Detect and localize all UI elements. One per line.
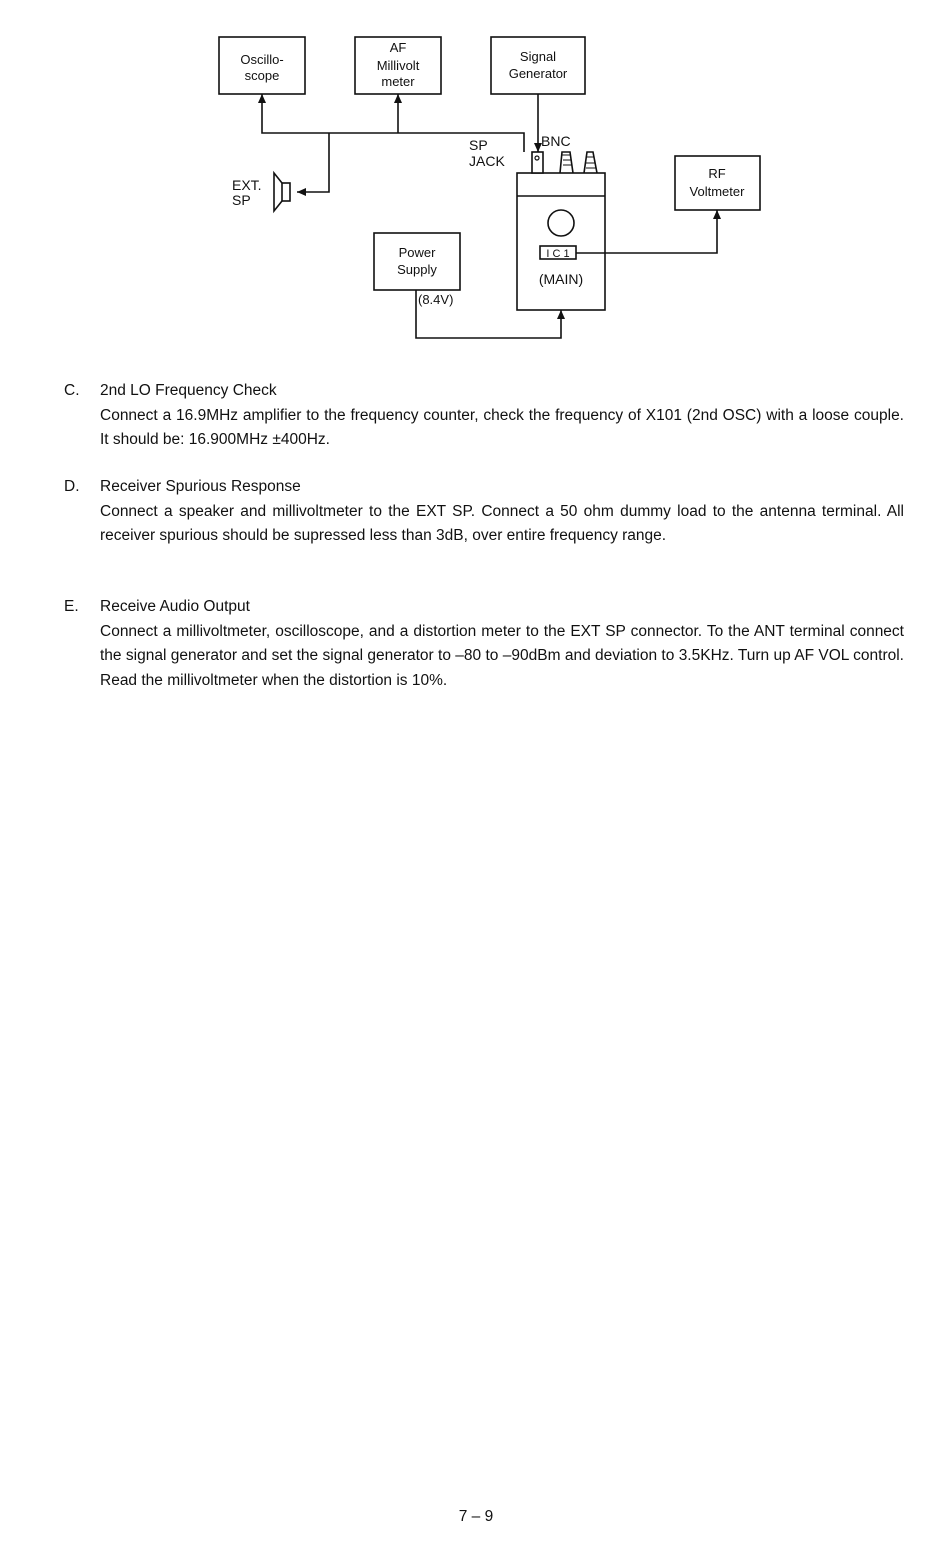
knob-circle	[548, 210, 574, 236]
bnc-label: BNC	[541, 133, 571, 149]
section-letter: E.	[64, 598, 79, 615]
sp-jack-connector	[532, 152, 543, 173]
section-body: Connect a 16.9MHz amplifier to the frequency counter, check the frequency of X101 (2nd OSC) with a loose couple. It should be: 16.900MHz ±400Hz.	[100, 406, 904, 448]
ic1-label: I C 1	[546, 248, 570, 260]
oscilloscope-label-1: Oscillo-	[240, 52, 284, 67]
section-d	[64, 475, 904, 549]
power-supply-label-2: Supply	[397, 262, 437, 277]
rf-voltmeter-label-1: RF	[708, 166, 726, 181]
main-unit	[517, 152, 605, 310]
af-meter-label-1: AF	[389, 40, 407, 55]
page-number: 7 – 9	[458, 1508, 494, 1525]
test-setup-diagram	[0, 0, 952, 360]
jack-label: JACK	[469, 153, 505, 169]
external-speaker-icon	[274, 173, 290, 211]
ext-label: EXT.	[232, 177, 262, 193]
section-title: Receive Audio Output	[100, 598, 250, 615]
signal-generator-label-2: Generator	[508, 66, 568, 81]
ext-sp-label: SP	[232, 192, 251, 208]
sp-label: SP	[469, 137, 488, 153]
signal-generator-box	[491, 37, 585, 94]
rf-voltmeter-box	[675, 156, 760, 210]
section-body: Connect a millivoltmeter, oscilloscope, and a distortion meter to the EXT SP connector. To the ANT terminal connect the signal generator and set the signal generator to –80 to –90dBm and deviation to 3.5KHz. Turn up AF VOL control. Read the millivoltmeter when the distortion is 10%.	[100, 622, 904, 689]
oscilloscope-label-2: scope	[244, 68, 280, 83]
oscilloscope-box	[219, 37, 305, 94]
section-letter: C.	[64, 382, 80, 399]
wiring	[258, 94, 721, 338]
section-title: 2nd LO Frequency Check	[100, 382, 277, 399]
af-meter-label-2: Millivolt	[376, 58, 420, 73]
af-millivolt-meter-box	[355, 37, 441, 94]
section-letter: D.	[64, 478, 80, 495]
rf-voltmeter-label-2: Voltmeter	[689, 184, 745, 199]
power-supply-label-1: Power	[398, 245, 436, 260]
section-e	[64, 595, 904, 693]
af-meter-label-3: meter	[381, 74, 415, 89]
main-label: (MAIN)	[538, 271, 584, 287]
power-supply-box	[374, 233, 460, 290]
signal-generator-label-1: Signal	[519, 49, 557, 64]
voltage-label: (8.4V)	[418, 292, 454, 307]
section-title: Receiver Spurious Response	[100, 478, 301, 495]
section-c	[64, 379, 904, 453]
section-body: Connect a speaker and millivoltmeter to the EXT SP. Connect a 50 ohm dummy load to the antenna terminal. All receiver spurious should be supressed less than 3dB, over entire frequency range.	[100, 502, 904, 544]
